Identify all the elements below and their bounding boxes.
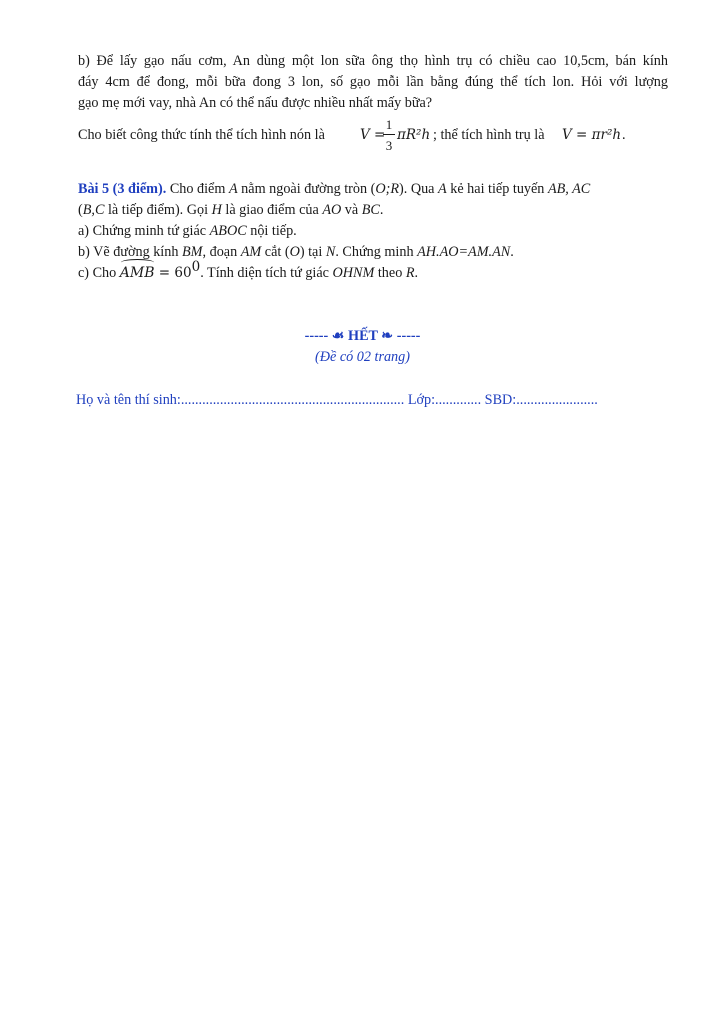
text: ) tại <box>299 244 323 260</box>
text: . Chứng minh <box>335 244 414 260</box>
bai-5-line-2 <box>78 200 668 221</box>
text: . <box>414 265 419 281</box>
point-label: A <box>438 181 447 197</box>
text: b) Vẽ đường kính <box>78 244 179 260</box>
text: . Tính diện tích tứ giác <box>200 265 329 281</box>
cone-rhs: πR²h <box>397 127 431 143</box>
point-label: A <box>228 181 238 197</box>
point-labels: B,C <box>82 202 105 218</box>
text: kẻ hai tiếp tuyến <box>450 181 545 197</box>
text: a) Chứng minh tứ giác <box>78 223 207 239</box>
question-b <box>78 242 668 263</box>
part-b-line-3: gạo mẹ mới vay, nhà An có thể nấu được nhiều nhất mấy bữa? <box>78 95 433 111</box>
fraction-denominator: 3 <box>385 138 393 153</box>
text: và <box>344 202 359 218</box>
formula-end: . <box>622 127 626 143</box>
circle-label: O <box>289 244 300 260</box>
fraction-numerator: 1 <box>383 116 395 135</box>
point-label: N <box>325 244 336 260</box>
formula-line <box>78 116 678 160</box>
text: ). Qua <box>399 181 435 197</box>
segment-label: AO <box>322 202 342 218</box>
question-c <box>78 259 668 284</box>
part-b-line-1: b) Để lấy gạo nấu cơm, An dùng một lon sữa ông thọ hình trụ có chiều cao 10,5cm, bán kính <box>78 53 668 69</box>
text: Cho điểm <box>169 181 226 197</box>
text: là tiếp điểm). Gọi <box>107 202 209 218</box>
degree-mark: 0 <box>191 259 201 275</box>
segment-label: AM <box>240 244 262 260</box>
cone-lhs: V = <box>360 127 386 143</box>
text: , đoạn <box>202 244 238 260</box>
text: cắt ( <box>264 244 290 260</box>
part-b-line-2: đáy 4cm để đong, mỗi bữa đong 3 lon, số gạo mỗi lần bằng đúng thể tích lon. Hỏi với lượng <box>78 74 668 90</box>
bai-5-line-1 <box>78 179 668 200</box>
radius-label: R <box>405 265 415 281</box>
fraction-one-third <box>383 116 395 154</box>
circle-label: O;R <box>375 181 399 197</box>
equation: AH.AO=AM.AN <box>417 244 511 260</box>
formula-prefix: Cho biết công thức tính thể tích hình nón là <box>78 127 325 143</box>
arc-amb: AMB <box>120 263 155 284</box>
bai-5-heading: Bài 5 (3 điểm). <box>78 181 167 197</box>
text: . <box>379 202 384 218</box>
text: nội tiếp. <box>250 223 297 239</box>
text: nằm ngoài đường tròn ( <box>241 181 376 197</box>
text: ( <box>78 202 83 218</box>
candidate-info-line: Họ và tên thí sinh:............................................................... Lớp:............. SBD:....................... <box>76 392 598 408</box>
part-b-question <box>78 51 668 114</box>
question-a <box>78 221 668 242</box>
segment-label: BC <box>361 202 380 218</box>
tangent-labels: AB, AC <box>547 181 591 197</box>
bai-5-section <box>78 179 668 284</box>
quadrilateral-label: OHNM <box>332 265 375 281</box>
cylinder-formula: V = πr²h <box>562 127 622 143</box>
formula-middle: ; thể tích hình trụ là <box>433 127 545 143</box>
text: theo <box>377 265 403 281</box>
point-label: H <box>211 202 222 218</box>
page-count-note: (Đề có 02 trang) <box>315 349 410 365</box>
angle-value: = 60 <box>154 265 192 281</box>
text: là giao điểm của <box>225 202 319 218</box>
end-mark: ----- ☙ HẾT ❧ ----- <box>304 328 421 344</box>
text: . <box>510 244 514 260</box>
text: c) Cho <box>78 265 117 281</box>
quadrilateral-label: ABOC <box>209 223 247 239</box>
segment-label: BM <box>182 244 203 260</box>
